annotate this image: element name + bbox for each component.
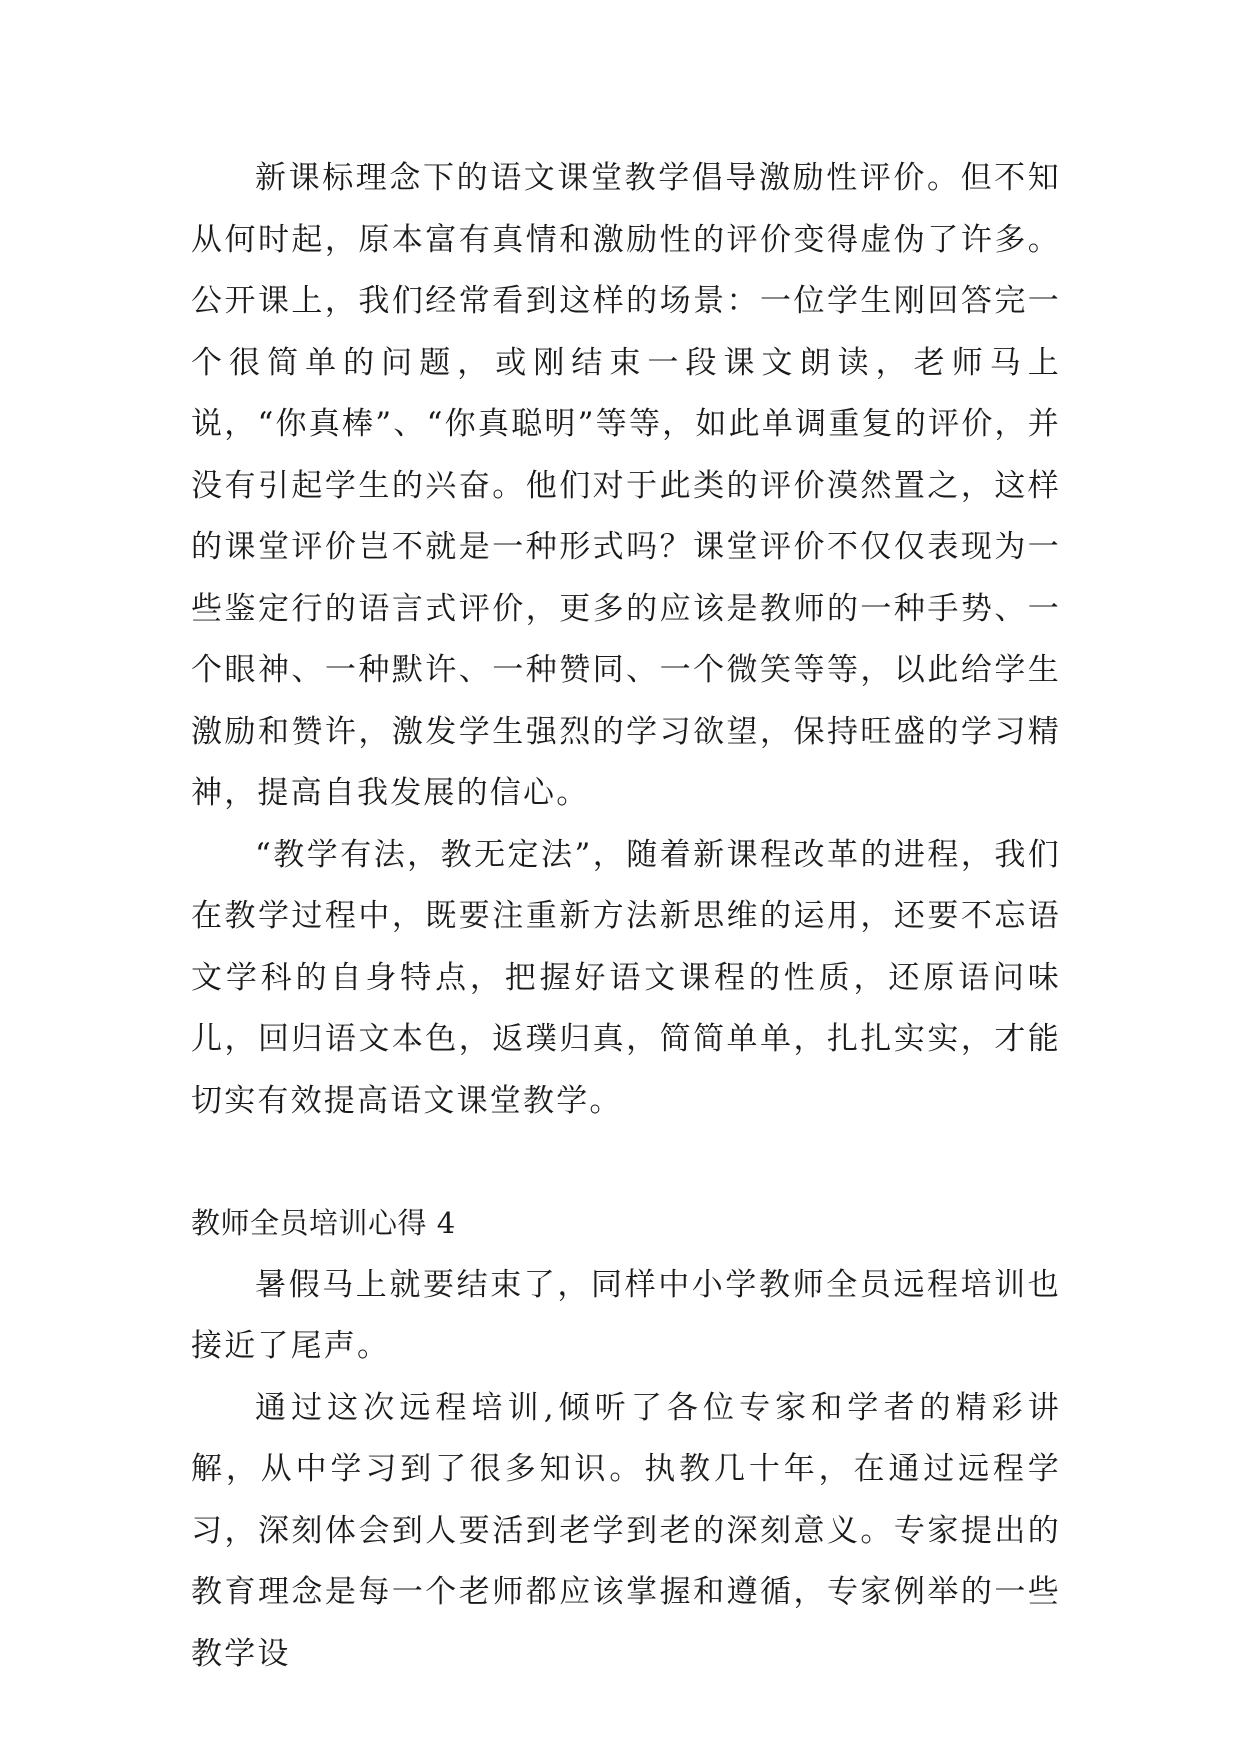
paragraph-evaluation: 新课标理念下的语文课堂教学倡导激励性评价。但不知从何时起，原本富有真情和激励性的评价变得虚伪了许多。公开课上，我们经常看到这样的场景：一位学生刚回答完一个很简单的问题，或刚结束一段课文朗读，老师马上说，“你真棒”、“你真聪明”等等，如此单调重复的评价，并没有引起学生的兴奋。他们对于此类的评价漠然置之，这样的课堂评价岂不就是一种形式吗？课堂评价不仅仅表现为一些鉴定行的语言式评价，更多的应该是教师的一种手势、一个眼神、一种默许、一种赞同、一个微笑等等，以此给学生激励和赞许，激发学生强烈的学习欲望，保持旺盛的学习精神，提高自我发展的信心。: [191, 160, 1061, 811]
paragraph-summer-training: 暑假马上就要结束了，同样中小学教师全员远程培训也接近了尾声。: [191, 1266, 1061, 1364]
paragraph-remote-training: 通过这次远程培训,倾听了各位专家和学者的精彩讲解，从中学习到了很多知识。执教几十年，在通过远程学习，深刻体会到人要活到老学到老的深刻意义。专家提出的教育理念是每一个老师都应该掌握和遵循，专家例举的一些教学设: [191, 1389, 1061, 1672]
document-body: [191, 148, 1061, 1685]
section-heading: 教师全员培训心得 4: [191, 1206, 456, 1240]
paragraph-teaching-method: “教学有法，教无定法”，随着新课程改革的进程，我们在教学过程中，既要注重新方法新思维的运用，还要不忘语文学科的自身特点，把握好语文课程的性质，还原语问味儿，回归语文本色，返璞归真，简简单单，扎扎实实，才能切实有效提高语文课堂教学。: [191, 836, 1061, 1119]
